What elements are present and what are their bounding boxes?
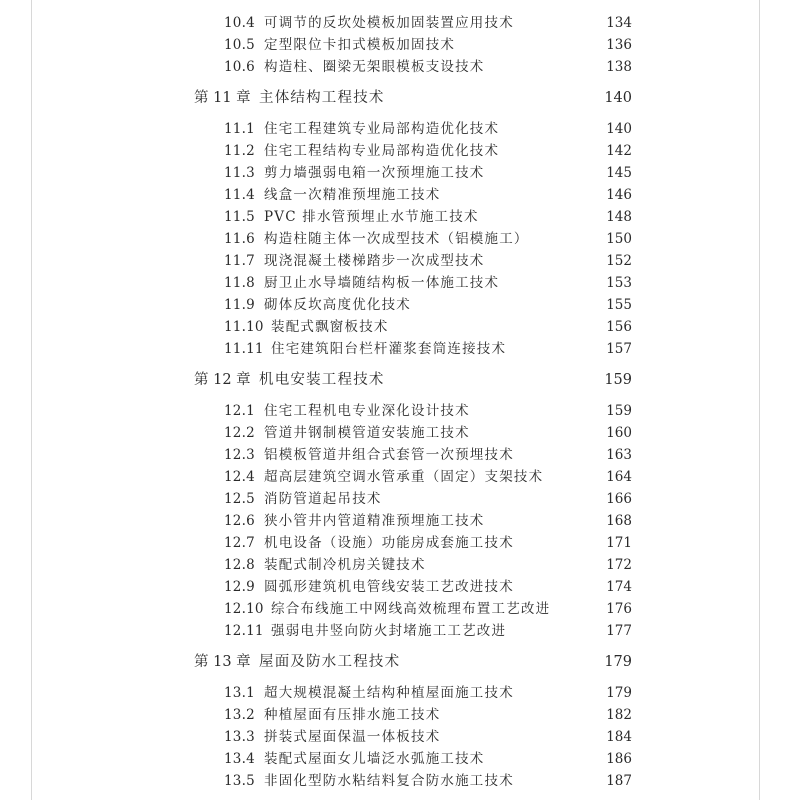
section-title: 装配式飘窗板技术	[271, 319, 389, 335]
section-title: 构造柱、圈梁无架眼模板支设技术	[264, 59, 485, 75]
page-number: 186	[606, 751, 632, 767]
toc-section-entry[interactable]	[0, 488, 800, 510]
page-number: 150	[606, 231, 632, 247]
section-title: 消防管道起吊技术	[264, 491, 382, 507]
section-number: 12.2	[224, 425, 255, 441]
section-number: 12.6	[224, 513, 255, 529]
section-title: PVC 排水管预埋止水节施工技术	[264, 209, 479, 225]
section-title: 住宅工程建筑专业局部构造优化技术	[264, 121, 500, 137]
section-number: 13.1	[224, 685, 255, 701]
toc-section-entry[interactable]	[0, 400, 800, 422]
toc-section-entry[interactable]	[0, 620, 800, 642]
section-number: 13.3	[224, 729, 255, 745]
section-number: 11.1	[224, 121, 255, 137]
page-number: 160	[606, 425, 632, 441]
section-number: 13.2	[224, 707, 255, 723]
toc-section-entry[interactable]	[0, 554, 800, 576]
toc-section-entry[interactable]	[0, 338, 800, 360]
section-title: 住宅工程结构专业局部构造优化技术	[264, 143, 500, 159]
page-number: 140	[606, 121, 632, 137]
section-title: 构造柱随主体一次成型技术（铝模施工）	[264, 231, 529, 247]
section-title: 强弱电井竖向防火封堵施工工艺改进	[271, 623, 507, 639]
section-number: 11.4	[224, 187, 255, 203]
toc-chapter-entry[interactable]	[0, 369, 800, 391]
page-number: 159	[606, 403, 632, 419]
section-title: 超高层建筑空调水管承重（固定）支架技术	[264, 469, 544, 485]
page-number: 187	[606, 773, 632, 789]
section-title: 装配式屋面女儿墙泛水弧施工技术	[264, 751, 485, 767]
section-number: 11.8	[224, 275, 255, 291]
toc-section-entry[interactable]	[0, 510, 800, 532]
toc-section-entry[interactable]	[0, 748, 800, 770]
section-number: 11.5	[224, 209, 255, 225]
section-title: 非固化型防水粘结料复合防水施工技术	[264, 773, 514, 789]
toc-section-entry[interactable]	[0, 294, 800, 316]
toc-section-entry[interactable]	[0, 12, 800, 34]
page-number: 163	[606, 447, 632, 463]
section-title: 拼装式屋面保温一体板技术	[264, 729, 441, 745]
page-number: 164	[606, 469, 632, 485]
chapter-number: 第 11 章	[194, 90, 251, 106]
toc-section-entry[interactable]	[0, 228, 800, 250]
section-number: 10.5	[224, 37, 255, 53]
section-title: 机电设备（设施）功能房成套施工技术	[264, 535, 514, 551]
toc-section-entry[interactable]	[0, 466, 800, 488]
toc-chapter-entry[interactable]	[0, 651, 800, 673]
section-title: 厨卫止水导墙随结构板一体施工技术	[264, 275, 500, 291]
page-number: 156	[606, 319, 632, 335]
section-number: 13.4	[224, 751, 255, 767]
section-number: 11.3	[224, 165, 255, 181]
toc-section-entry[interactable]	[0, 206, 800, 228]
toc-section-entry[interactable]	[0, 576, 800, 598]
toc-section-entry[interactable]	[0, 682, 800, 704]
section-title: 狭小管井内管道精准预埋施工技术	[264, 513, 485, 529]
section-title: 管道井钢制模管道安装施工技术	[264, 425, 470, 441]
section-number: 10.4	[224, 15, 255, 31]
section-number: 11.9	[224, 297, 255, 313]
section-title: 综合布线施工中网线高效梳理布置工艺改进	[271, 601, 551, 617]
page-number: 174	[606, 579, 632, 595]
chapter-number: 第 12 章	[194, 372, 251, 388]
section-number: 11.6	[224, 231, 255, 247]
section-title: 砌体反坎高度优化技术	[264, 297, 411, 313]
page-number: 136	[606, 37, 632, 53]
section-number: 12.10	[224, 601, 264, 617]
section-title: 种植屋面有压排水施工技术	[264, 707, 441, 723]
section-number: 12.4	[224, 469, 255, 485]
chapter-title: 屋面及防水工程技术	[259, 654, 401, 670]
chapter-title: 机电安装工程技术	[259, 372, 385, 388]
page-number: 168	[606, 513, 632, 529]
toc-section-entry[interactable]	[0, 316, 800, 338]
section-title: 装配式制冷机房关键技术	[264, 557, 426, 573]
toc-section-entry[interactable]	[0, 532, 800, 554]
page-number: 179	[606, 685, 632, 701]
section-number: 11.11	[224, 341, 264, 357]
section-title: 可调节的反坎处模板加固装置应用技术	[264, 15, 514, 31]
page-number: 157	[606, 341, 632, 357]
page-number: 140	[604, 90, 632, 106]
page-number: 142	[606, 143, 632, 159]
toc-chapter-entry[interactable]	[0, 87, 800, 109]
chapter-number: 第 13 章	[194, 654, 251, 670]
section-number: 12.8	[224, 557, 255, 573]
section-title: 线盒一次精准预埋施工技术	[264, 187, 441, 203]
section-number: 11.7	[224, 253, 255, 269]
section-title: 铝模板管道井组合式套管一次预埋技术	[264, 447, 514, 463]
section-number: 12.11	[224, 623, 264, 639]
section-number: 10.6	[224, 59, 255, 75]
section-title: 现浇混凝土楼梯踏步一次成型技术	[264, 253, 485, 269]
section-title: 住宅建筑阳台栏杆灌浆套筒连接技术	[271, 341, 507, 357]
page-number: 172	[606, 557, 632, 573]
toc-section-entry[interactable]	[0, 770, 800, 792]
toc-section-entry[interactable]	[0, 140, 800, 162]
section-number: 12.5	[224, 491, 255, 507]
chapter-title: 主体结构工程技术	[259, 90, 385, 106]
page-number: 171	[606, 535, 632, 551]
section-number: 12.9	[224, 579, 255, 595]
toc-section-entry[interactable]	[0, 184, 800, 206]
page-number: 138	[606, 59, 632, 75]
page-number: 184	[606, 729, 632, 745]
page-number: 166	[606, 491, 632, 507]
toc-section-entry[interactable]	[0, 422, 800, 444]
toc-section-entry[interactable]	[0, 726, 800, 748]
page-number: 146	[606, 187, 632, 203]
toc-section-entry[interactable]	[0, 704, 800, 726]
toc-section-entry[interactable]	[0, 34, 800, 56]
page-number: 153	[606, 275, 632, 291]
toc-section-entry[interactable]	[0, 444, 800, 466]
toc-section-entry[interactable]	[0, 598, 800, 620]
page-number: 148	[606, 209, 632, 225]
toc-section-entry[interactable]	[0, 250, 800, 272]
page-number: 179	[604, 654, 632, 670]
page-number: 134	[606, 15, 632, 31]
section-title: 定型限位卡扣式模板加固技术	[264, 37, 456, 53]
section-number: 12.3	[224, 447, 255, 463]
toc-section-entry[interactable]	[0, 162, 800, 184]
section-number: 11.2	[224, 143, 255, 159]
toc-section-entry[interactable]	[0, 118, 800, 140]
page-number: 155	[606, 297, 632, 313]
section-title: 圆弧形建筑机电管线安装工艺改进技术	[264, 579, 514, 595]
section-number: 13.5	[224, 773, 255, 789]
section-number: 12.1	[224, 403, 255, 419]
page-number: 176	[606, 601, 632, 617]
page-number: 159	[604, 372, 632, 388]
section-title: 剪力墙强弱电箱一次预埋施工技术	[264, 165, 485, 181]
toc-section-entry[interactable]	[0, 272, 800, 294]
section-title: 超大规模混凝土结构种植屋面施工技术	[264, 685, 514, 701]
toc-section-entry[interactable]	[0, 56, 800, 78]
section-title: 住宅工程机电专业深化设计技术	[264, 403, 470, 419]
page-number: 177	[606, 623, 632, 639]
section-number: 11.10	[224, 319, 264, 335]
page-number: 152	[606, 253, 632, 269]
section-number: 12.7	[224, 535, 255, 551]
page-number: 182	[606, 707, 632, 723]
page-number: 145	[606, 165, 632, 181]
